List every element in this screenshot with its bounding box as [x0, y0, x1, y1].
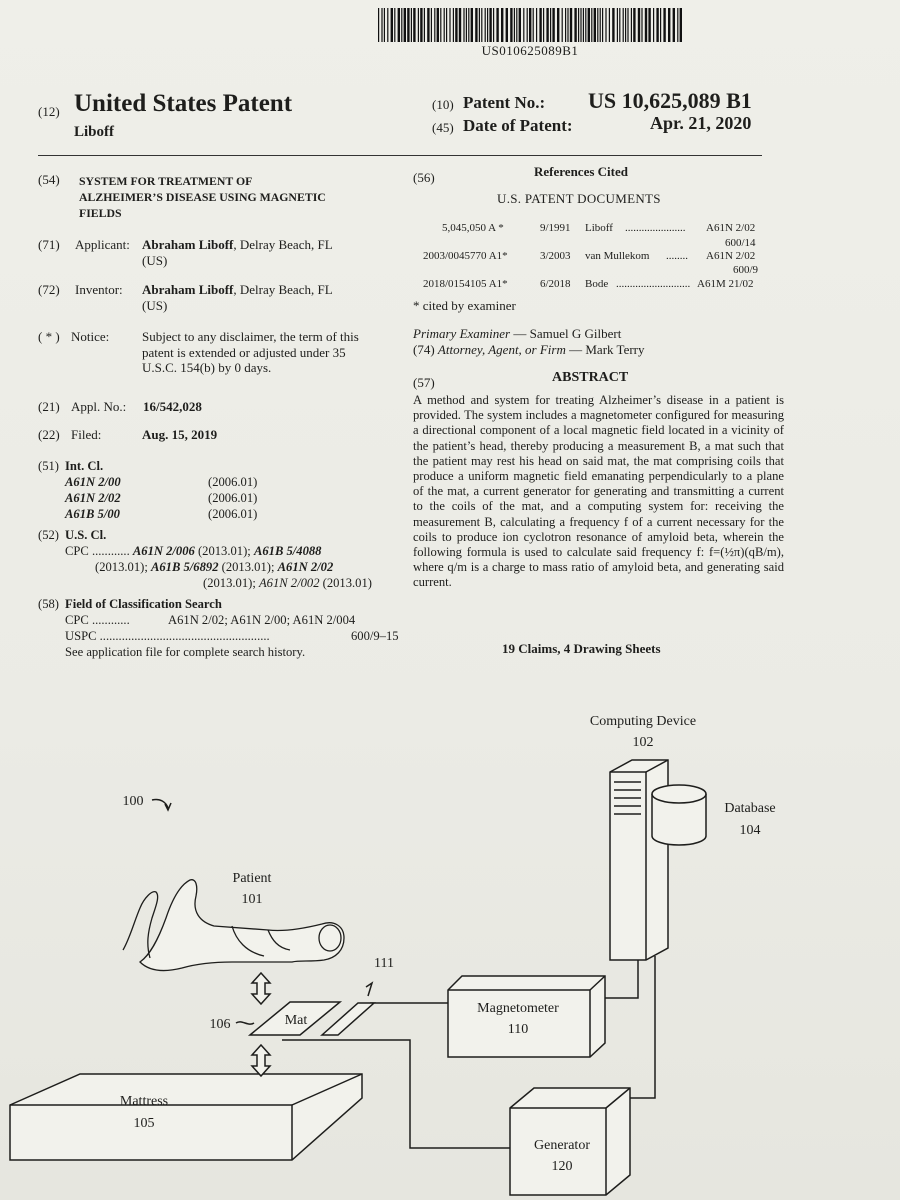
abstract-code: (57): [413, 375, 435, 390]
patent-date: Apr. 21, 2020: [650, 113, 752, 133]
intcl-class: A61N 2/00: [65, 475, 121, 489]
barcode-bar: [431, 8, 432, 42]
label-ref-111: 111: [374, 956, 394, 971]
label-ref-101: 101: [241, 892, 263, 907]
barcode-bar: [440, 8, 441, 42]
barcode: [378, 8, 684, 42]
ref-leader: ...........................: [616, 278, 691, 290]
barcode-bar: [413, 8, 415, 42]
intcl-version: (2006.01): [208, 507, 258, 521]
int-cl-field: [38, 458, 398, 528]
ref-date: 3/2003: [540, 250, 571, 262]
barcode-bar: [479, 8, 480, 42]
label-ref-120: 120: [551, 1159, 573, 1174]
barcode-bar: [523, 8, 524, 42]
barcode-bar: [398, 8, 400, 42]
barcode-bar: [485, 8, 486, 42]
drawing-figure: [0, 660, 900, 1200]
barcode-bar: [583, 8, 584, 42]
uscl-text: (2013.01): [319, 576, 372, 590]
leader-111: [366, 983, 372, 996]
barcode-bar: [418, 8, 419, 42]
examiner-label: Primary Examiner: [413, 326, 511, 341]
mattress-slab: [10, 1074, 362, 1160]
label-mattress: Mattress: [119, 1094, 169, 1109]
examiner-name: — Samuel G Gilbert: [510, 326, 622, 341]
double-arrow-icon: [252, 1045, 270, 1076]
abstract-text: A method and system for treating Alzheimer’s disease in a patient is provided. The system includes a magnetometer configured for measuring a directional component of a local magnetic field located in a vicinity of the patient’s head, thereby producing a measurement B, a mat such that the patient may rest his head on said mat, the mat comprising coils that produce a uniform magnetic field emanating perpendicularly to a plane of the mat, a current generator for generating and transmitting a current to the coils of the mat, and a computing system for: receiving the measurement B, calculating a frequency f of a current necessary for the coils to produce ion cyclotron resonance of amyloid beta, wherein the following formula is used to calculate said frequency f: f=(½π)(qB/m), where q/m is a charge to mass ratio of amyloid beta, and generating said current.: [413, 393, 784, 590]
examiner-line: [413, 326, 621, 342]
barcode-bar: [437, 8, 439, 42]
ref-number: 2018/0154105 A1*: [423, 278, 508, 290]
inventor-name: Abraham Liboff: [142, 282, 234, 297]
barcode-bar: [468, 8, 469, 42]
barcode-bar: [529, 8, 531, 42]
barcode-bar: [645, 8, 647, 42]
barcode-bar: [617, 8, 618, 42]
intcl-version: (2006.01): [208, 475, 258, 489]
leader-106: [236, 1022, 254, 1024]
barcode-bar: [493, 8, 494, 42]
applicant-location: , Delray Beach, FL: [233, 237, 333, 252]
refs-title: References Cited: [534, 164, 628, 179]
barcode-text: US010625089B1: [481, 43, 579, 58]
label-ref-102: 102: [632, 735, 654, 750]
patent-no-code: (10): [432, 97, 454, 112]
uscl-text: (2013.01);: [95, 560, 151, 574]
applicant-code: (71): [38, 237, 60, 252]
filed-code: (22): [38, 427, 60, 442]
fs-uspc-value: 600/9–15: [351, 629, 399, 643]
barcode-bar: [648, 8, 650, 42]
barcode-bar: [404, 8, 406, 42]
uscl-class: A61N 2/02: [277, 560, 334, 574]
fs-label: Field of Classification Search: [65, 597, 222, 611]
ref-number: 2003/0045770 A1*: [423, 250, 508, 262]
barcode-bar: [660, 8, 661, 42]
barcode-bar: [459, 8, 461, 42]
barcode-bar: [546, 8, 548, 42]
barcode-bar: [501, 8, 503, 42]
barcode-bar: [638, 8, 640, 42]
title-line: ALZHEIMER’S DISEASE USING MAGNETIC: [79, 190, 326, 204]
us-cl-field: [38, 527, 403, 597]
barcode-bar: [588, 8, 590, 42]
label-ref-106: 106: [209, 1017, 231, 1032]
ref-subclass: 600/9: [733, 264, 759, 276]
invention-title: [79, 173, 326, 221]
barcode-bar: [420, 8, 422, 42]
label-ref-105: 105: [133, 1116, 155, 1131]
uscl-text: (2013.01);: [194, 544, 254, 558]
barcode-bar: [489, 8, 491, 42]
field-search: [38, 596, 403, 666]
barcode-bar: [677, 8, 678, 42]
barcode-bar: [680, 8, 682, 42]
barcode-bar: [527, 8, 528, 42]
barcode-bar: [562, 8, 563, 42]
applicant-value: [142, 237, 442, 268]
uscl-text: (2013.01);: [203, 576, 259, 590]
title-line: SYSTEM FOR TREATMENT OF: [79, 174, 253, 188]
ref-date: 9/1991: [540, 222, 571, 234]
notice-line: patent is extended or adjusted under 35: [142, 344, 346, 360]
barcode-bar: [594, 8, 596, 42]
kind-code: (12): [38, 104, 60, 119]
intcl-class: A61B 5/00: [65, 507, 120, 521]
notice-field: [38, 329, 398, 379]
fs-uspc-label: USPC ......................................................: [65, 629, 270, 643]
inventor-label: Inventor:: [75, 282, 123, 297]
barcode-bar: [597, 8, 598, 42]
fs-note: See application file for complete search history.: [65, 645, 306, 659]
barcode-bar: [591, 8, 592, 42]
barcode-bar: [466, 8, 467, 42]
barcode-bar: [631, 8, 632, 42]
ref-number: 5,045,050 A *: [442, 222, 504, 234]
patient-figure-icon: [123, 880, 344, 971]
fs-code: (58): [38, 597, 59, 611]
inventor-surname: Liboff: [74, 124, 115, 140]
barcode-bar: [446, 8, 447, 42]
barcode-bar: [578, 8, 579, 42]
label-ref-100: 100: [122, 794, 144, 809]
attorney-name: — Mark Terry: [565, 342, 645, 357]
barcode-bar: [427, 8, 429, 42]
barcode-bar: [378, 8, 379, 42]
double-arrow-icon: [252, 973, 270, 1004]
uscl-class: A61N 2/006: [132, 544, 195, 558]
barcode-bar: [580, 8, 581, 42]
barcode-bar: [653, 8, 654, 42]
label-generator: Generator: [534, 1138, 590, 1153]
uscl-class: A61B 5/4088: [253, 544, 322, 558]
patent-number: US 10,625,089 B1: [588, 88, 752, 113]
barcode-bar: [567, 8, 568, 42]
applicant-label: Applicant:: [75, 237, 130, 252]
barcode-bar: [449, 8, 450, 42]
intcl-version: (2006.01): [208, 491, 258, 505]
appl-no-field: [38, 399, 398, 417]
fs-cpc-value: A61N 2/02; A61N 2/00; A61N 2/004: [168, 613, 356, 627]
label-patient: Patient: [232, 871, 272, 886]
ref-leader: ......................: [625, 222, 686, 234]
notice-text: [142, 329, 442, 376]
attorney-line: [413, 342, 645, 358]
label-database: Database: [724, 801, 776, 816]
barcode-bar: [455, 8, 457, 42]
barcode-bar: [514, 8, 515, 42]
barcode-bar: [627, 8, 628, 42]
applicant-name: Abraham Liboff: [142, 237, 234, 252]
claims-count: 19 Claims, 4 Drawing Sheets: [502, 641, 661, 656]
uscl-label: U.S. Cl.: [65, 528, 107, 542]
ref-leader: ........: [666, 250, 688, 262]
ref-class: A61N 2/02: [706, 250, 756, 262]
barcode-bar: [585, 8, 586, 42]
barcode-bar: [633, 8, 635, 42]
ref-date: 6/2018: [540, 278, 571, 290]
patent-title-header: United States Patent: [74, 90, 293, 117]
barcode-bar: [424, 8, 425, 42]
appl-no-value: 16/542,028: [143, 399, 202, 414]
label-magnetometer: Magnetometer: [477, 1001, 559, 1016]
barcode-bar: [463, 8, 464, 42]
uscl-class: A61N 2/002: [258, 576, 320, 590]
barcode-bar: [663, 8, 665, 42]
title-code: (54): [38, 172, 60, 187]
filed-label: Filed:: [71, 427, 102, 442]
date-code: (45): [432, 120, 454, 135]
inventor-code: (72): [38, 282, 60, 297]
barcode-bar: [519, 8, 521, 42]
barcode-bar: [394, 8, 395, 42]
applicant-field: [38, 237, 398, 271]
barcode-bar: [543, 8, 544, 42]
barcode-bar: [574, 8, 576, 42]
barcode-bar: [510, 8, 512, 42]
uscl-line: [65, 543, 321, 559]
barcode-bar: [401, 8, 402, 42]
barcode-bar: [487, 8, 488, 42]
barcode-bar: [381, 8, 382, 42]
filed-value: Aug. 15, 2019: [142, 427, 218, 442]
barcode-bar: [387, 8, 388, 42]
barcode-bar: [565, 8, 566, 42]
barcode-bar: [391, 8, 393, 42]
barcode-bar: [552, 8, 554, 42]
ref-name: Liboff: [585, 222, 613, 234]
barcode-bar: [536, 8, 537, 42]
barcode-bar: [609, 8, 610, 42]
barcode-bar: [623, 8, 624, 42]
barcode-bar: [453, 8, 454, 42]
barcode-bar: [612, 8, 614, 42]
inventor-value: [142, 282, 442, 313]
filed-field: [38, 427, 398, 445]
magnetometer-box: [448, 976, 605, 1057]
uscl-line: [203, 575, 372, 591]
database-cylinder-icon: [652, 785, 706, 845]
barcode-bar: [516, 8, 517, 42]
intcl-class: A61N 2/02: [65, 491, 121, 505]
barcode-bar: [407, 8, 409, 42]
title-field: [38, 172, 398, 220]
attorney-code: (74): [413, 342, 435, 357]
uscl-class: A61B 5/6892: [150, 560, 219, 574]
cited-by-examiner: * cited by examiner: [413, 298, 516, 313]
label-computing-device: Computing Device: [589, 714, 697, 729]
label-ref-104: 104: [739, 823, 761, 838]
barcode-bar: [557, 8, 559, 42]
notice-code: ( * ): [38, 329, 60, 344]
barcode-bar: [602, 8, 603, 42]
notice-line: U.S.C. 154(b) by 0 days.: [142, 360, 272, 375]
barcode-bar: [539, 8, 541, 42]
header-rule: [38, 155, 762, 156]
date-label: Date of Patent:: [463, 116, 573, 135]
barcode-bar: [411, 8, 412, 42]
barcode-bar: [570, 8, 572, 42]
barcode-bar: [444, 8, 445, 42]
label-ref-110: 110: [507, 1022, 529, 1037]
ref-name: Bode: [585, 278, 609, 290]
barcode-bar: [506, 8, 508, 42]
barcode-bar: [605, 8, 606, 42]
barcode-bar: [384, 8, 385, 42]
refs-code: (56): [413, 170, 435, 185]
barcode-bar: [481, 8, 482, 42]
ref-name: van Mullekom: [585, 250, 650, 262]
uscl-text: (2013.01);: [218, 560, 278, 574]
notice-line: Subject to any disclaimer, the term of this: [142, 329, 359, 344]
barcode-bar: [641, 8, 642, 42]
barcode-bar: [668, 8, 670, 42]
barcode-bar: [533, 8, 534, 42]
barcode-bar: [656, 8, 658, 42]
barcode-bar: [600, 8, 601, 42]
ref-class: A61N 2/02: [706, 222, 756, 234]
barcode-bar: [475, 8, 477, 42]
appl-code: (21): [38, 399, 60, 414]
inventor-location: , Delray Beach, FL: [233, 282, 333, 297]
attorney-label: Attorney, Agent, or Firm: [437, 342, 566, 357]
applicant-country: (US): [142, 252, 168, 268]
barcode-bar: [673, 8, 675, 42]
barcode-bar: [550, 8, 551, 42]
uscl-text: CPC ............: [65, 544, 133, 558]
intcl-code: (51): [38, 459, 59, 473]
barcode-bar: [625, 8, 626, 42]
barcode-bar: [619, 8, 620, 42]
abstract-title: ABSTRACT: [552, 370, 629, 385]
inventor-country: (US): [142, 297, 168, 313]
barcode-bar: [434, 8, 435, 42]
ref-subclass: 600/14: [725, 237, 756, 249]
barcode-bar: [471, 8, 473, 42]
uscl-code: (52): [38, 528, 59, 542]
title-line: FIELDS: [79, 206, 122, 220]
inventor-field: [38, 282, 398, 316]
label-mat: Mat: [284, 1013, 308, 1028]
notice-label: Notice:: [71, 329, 110, 344]
fs-cpc-label: CPC ............: [65, 613, 130, 627]
appl-label: Appl. No.:: [71, 399, 127, 414]
intcl-label: Int. Cl.: [65, 459, 104, 473]
barcode-bar: [496, 8, 498, 42]
patent-no-label: Patent No.:: [463, 93, 546, 112]
refs-subtitle: U.S. PATENT DOCUMENTS: [497, 191, 661, 206]
uscl-line: [95, 559, 333, 575]
ref-class: A61M 21/02: [697, 278, 754, 290]
